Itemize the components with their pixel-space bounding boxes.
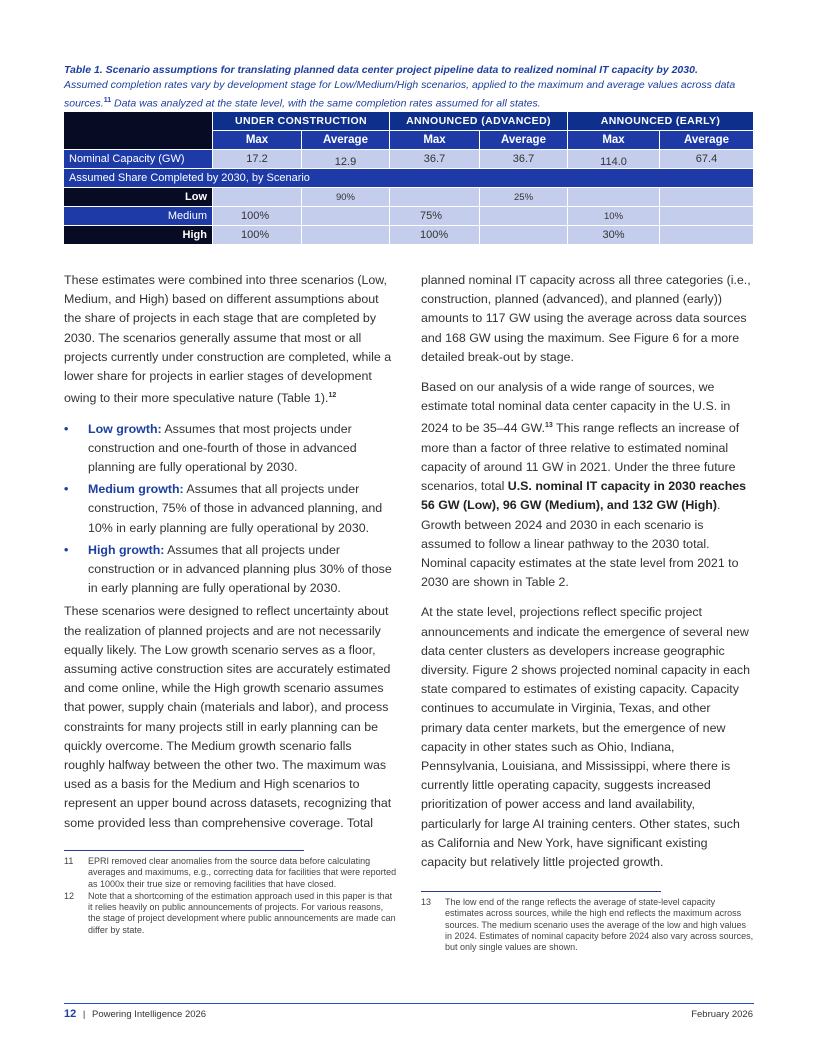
table-caption-body: Assumed completion rates vary by development stage for Low/Medium/High scenarios, applied to the maximum and average values across data sources. [64,79,736,110]
body-column-right [421,271,751,883]
bullet-icon: • [64,482,69,497]
paragraph [421,378,751,592]
list-item [64,541,394,599]
bullet-text: Assumes that all projects under construction or in advanced planning plus 30% of those in early planning are fully operational by 2030. [88,542,392,596]
footer-date: February 2026 [691,1009,753,1020]
table-cell: 25% [480,188,568,207]
paragraph: These scenarios were designed to reflect uncertainty about the realization of planned projects and are not necessarily equally likely. The Low growth scenario serves as a floor, assuming active construction sites are accurately estimated and come online, while the High growth scenario assumes that power, supply chain (materials and labor), and process constraints for many projects still in early planning can be quickly overcome. The Medium growth scenario falls roughly halfway between the other two. The maximum was used as a basis for the Medium and High scenarios to represent an upper bound across datasets, recognizing that some provided less than comprehensive coverage. Total [64,604,392,830]
footer-divider [64,1003,754,1004]
footnotes-left [64,856,398,937]
table-cell [660,188,754,207]
subheader-max: Max [390,131,480,150]
table-cell: 114.0 [568,150,660,169]
table-cell: 75% [390,207,480,226]
body-column-left [64,271,394,844]
table-section-row [64,169,754,188]
footnote-number: 12 [64,890,75,901]
footnote-number: 13 [421,897,432,907]
table-group-header-row [64,112,754,131]
footnotes-right [421,897,755,954]
footnote-ref-11[interactable]: 11 [103,97,112,104]
footnote-text: Note that a shortcoming of the estimation approach used in this paper is that it relies heavily on public announcements of projects. For various reasons, the stage of project development where public announcements are made can differ by state. [88,890,396,935]
table-cell [302,207,390,226]
table-cell: 100% [213,207,302,226]
group-header-under-construction: UNDER CONSTRUCTION [213,112,390,131]
row-label-medium: Medium [64,207,213,226]
table-cell [660,207,754,226]
subheader-average: Average [660,131,754,150]
footnote-divider [421,891,661,892]
table-cell [660,226,754,245]
paragraph: At the state level, projections reflect specific project announcements and indicate the emergence of several new data center clusters as developers increase geographic diversity. Figure 2 shows projected nominal capacity in each state compared to estimates of existing capacity. Capacity continues to accumulate in Virginia, Texas, and other primary data center markets, but the emergence of new capacity in other states such as Ohio, Indiana, Pennsylvania, Louisiana, and Mississippi, where there is currently little operating capacity, suggests increased prioritization of power access and land availability, particularly for large AI training centers. Other states, such as California and New York, have significant existing capacity but relatively little projected growth. [421,605,750,870]
footnote-ref-12[interactable]: 12 [328,392,337,400]
bullet-icon: • [64,421,69,436]
table-cell: 36.7 [390,150,480,169]
table-cell [480,207,568,226]
bullet-text: Assumes that most projects under construction and one-fourth of those in advanced planning are fully operational by 2030. [88,421,357,474]
table-row-low [64,188,754,207]
table-caption-body-cont: Data was analyzed at the state level, with the same completion rates assumed for all states. [111,97,541,110]
table-caption [64,63,754,112]
footnote-13 [421,897,755,953]
footer-separator: | [82,1009,86,1020]
table-row-high [64,226,754,245]
table-cell: 67.4 [660,150,754,169]
table-cell [390,188,480,207]
bullet-lead: High growth: [88,542,165,557]
table-cell: 100% [390,226,480,245]
paragraph-text: This range reflects an increase of more than a factor of three relative to estimated nominal capacity of around 11 GW in 2021. Under the three future scenarios, total [421,421,740,494]
list-item [64,420,394,478]
group-header-announced-early: ANNOUNCED (EARLY) [568,112,754,131]
footnote-text: The low end of the range reflects the average of state-level capacity estimates across sources, while the high end reflects the maximum across sources. The medium scenario uses the average of the low and high values in 2024. Estimates of nominal capacity before 2024 also vary across sources, but only single values are shown. [445,897,754,953]
group-header-announced-advanced: ANNOUNCED (ADVANCED) [390,112,568,131]
paragraph-text: Based on our analysis of a wide range of sources, we estimate total nominal data center capacity in the U.S. in 2024 to be 35–44 GW. [421,380,731,436]
table-cell: 10% [568,207,660,226]
bullet-text: Assumes that all projects under construction, 75% of those in advanced planning, and 10% in early planning are fully operational by 2030. [88,482,383,535]
publication-title: Powering Intelligence 2026 [92,1009,207,1020]
footnote-divider [64,850,304,851]
table-cell: 100% [213,226,302,245]
footer-left [64,1008,206,1020]
highlight-capacity-2030: U.S. nominal IT capacity in 2030 reaches 56 GW (Low), 96 GW (Medium), and 132 GW (High) [421,479,747,513]
bullet-icon: • [64,542,69,557]
paragraph: planned nominal IT capacity across all three categories (i.e., construction, planned (advanced), and planned (early)) amounts to 117 GW using the average across data sources and 168 GW using the maximum. See Figure 6 for a more detailed break-out by stage. [421,273,751,364]
footnote-text: EPRI removed clear anomalies from the source data before calculating averages and maximums, e.g., correcting data for facilities that were reported as 1000x their true size or removing facilities that have closed. [88,856,397,889]
subheader-max: Max [568,131,660,150]
row-label-nominal-capacity: Nominal Capacity (GW) [64,150,213,169]
table-cell [213,188,302,207]
scenario-table [63,111,754,245]
table-row-capacity [64,150,754,169]
list-item [64,480,394,538]
footnote-number: 11 [64,856,74,866]
table-cell: 17.2 [213,150,302,169]
table-cell [568,188,660,207]
table-corner [64,112,213,150]
table-cell [302,226,390,245]
table-cell [480,226,568,245]
footnote-12 [64,891,398,936]
table-cell: 90% [302,188,390,207]
footnote-ref-13[interactable]: 13 [545,422,553,430]
subheader-average: Average [480,131,568,150]
paragraph [64,271,394,409]
section-label-share-completed: Assumed Share Completed by 2030, by Scenario [64,169,754,188]
page-number: 12 [64,1008,77,1020]
table-row-medium [64,207,754,226]
subheader-max: Max [213,131,302,150]
paragraph-text: . Growth between 2024 and 2030 in each scenario is assumed to follow a linear pathway to the 2030 total. Nominal capacity estimates at the state level from 2021 to 2030 are shown in Table 2. [421,498,739,590]
row-label-high: High [64,226,213,245]
scenario-bullet-list [64,420,394,599]
table-cell: 36.7 [480,150,568,169]
paragraph-text: These estimates were combined into three scenarios (Low, Medium, and High) based on different assumptions about the share of projects in each stage that are completed by 2030. The scenarios generally assume that most or all projects currently under construction are completed, while a lower share for projects in earlier stages of development owing to their more speculative nature (Table 1). [64,273,392,406]
row-label-low: Low [64,188,213,207]
table-cell: 12.9 [302,150,390,169]
table-cell: 30% [568,226,660,245]
table-caption-title: Table 1. Scenario assumptions for translating planned data center project pipeline data to realized nominal IT capacity by 2030. [64,64,698,76]
subheader-average: Average [302,131,390,150]
bullet-lead: Medium growth: [88,482,184,497]
footnote-11 [64,856,398,890]
bullet-lead: Low growth: [88,421,162,436]
